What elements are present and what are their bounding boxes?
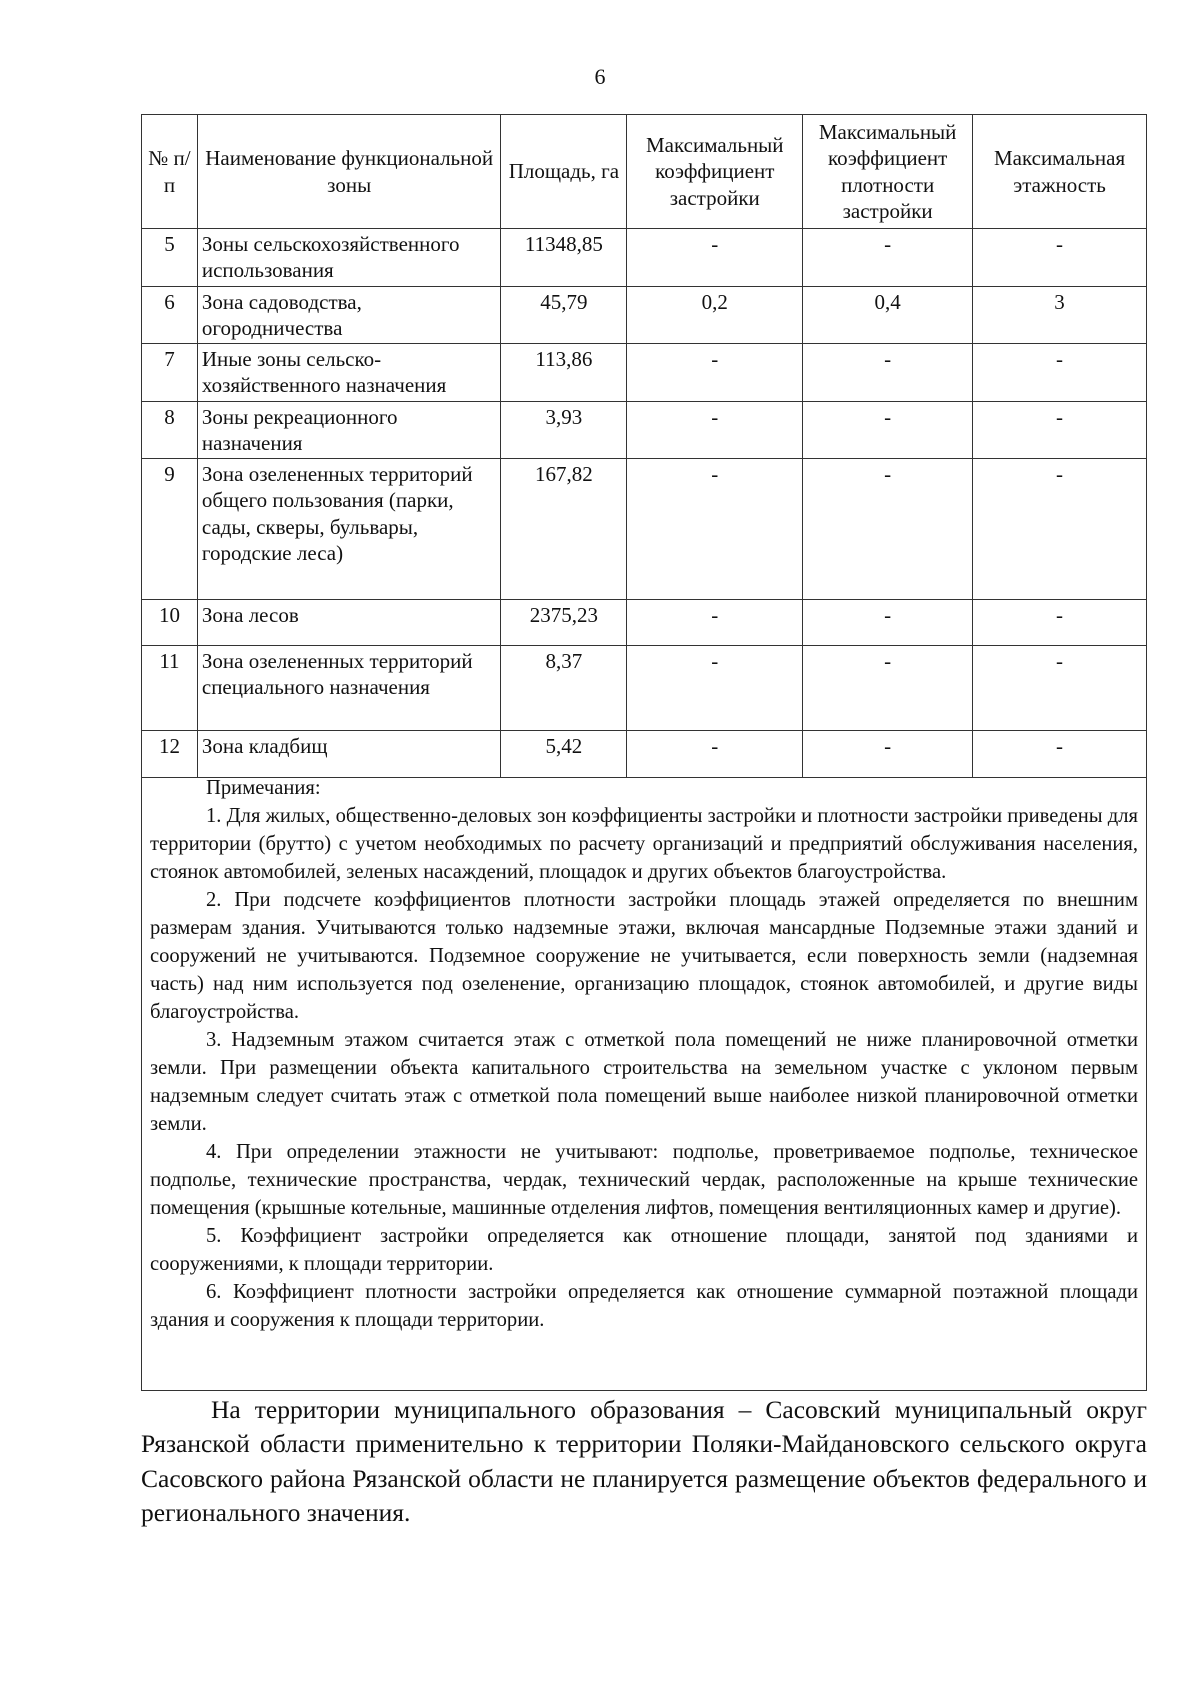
row-max-density: - — [803, 459, 973, 600]
row-zone-name: Зоны сельскохозяйственного использования — [197, 229, 501, 287]
note-3: 3. Надземным этажом считается этаж с отметкой пола помещений не ниже планировочной отметки земли. При размещении объекта капитального строительства на земельном участке с уклоном первым надземным следует считать этаж с отметкой пола помещений выше наиболее низкой планировочной отметки земли. — [150, 1029, 1138, 1135]
row-zone-name: Зона садоводства, огородничества — [197, 286, 501, 344]
row-area: 3,93 — [501, 401, 627, 459]
header-max-coverage: Максимальный коэффициент застройки — [627, 115, 803, 229]
table-row — [142, 286, 1147, 344]
row-num: 10 — [142, 600, 198, 646]
row-max-floors: - — [973, 229, 1147, 287]
table-row — [142, 401, 1147, 459]
header-area: Площадь, га — [501, 115, 627, 229]
row-max-floors: - — [973, 731, 1147, 778]
notes-block — [141, 772, 1147, 1391]
row-zone-name: Зоны рекреационного назначения — [197, 401, 501, 459]
row-num: 11 — [142, 646, 198, 731]
row-max-floors: - — [973, 459, 1147, 600]
row-max-coverage: - — [627, 459, 803, 600]
row-area: 5,42 — [501, 731, 627, 778]
header-max-floors: Максимальная этажность — [973, 115, 1147, 229]
row-max-coverage: - — [627, 344, 803, 402]
row-num: 6 — [142, 286, 198, 344]
row-max-coverage: - — [627, 229, 803, 287]
note-4: 4. При определении этажности не учитывают: подполье, проветриваемое подполье, техническое подполье, технические пространства, чердак, технический чердак, расположенные на крыше технические помещения (крышные котельные, машинные отделения лифтов, помещения вентиляционных камер и другие). — [150, 1141, 1138, 1219]
note-5: 5. Коэффициент застройки определяется как отношение площади, занятой под зданиями и сооружениями, к площади территории. — [150, 1225, 1138, 1275]
row-max-density: - — [803, 229, 973, 287]
row-max-floors: 3 — [973, 286, 1147, 344]
table-row — [142, 344, 1147, 402]
row-max-density: - — [803, 344, 973, 402]
zones-table — [141, 114, 1147, 778]
notes-title: Примечания: — [206, 777, 321, 799]
row-max-coverage: - — [627, 731, 803, 778]
row-max-density: - — [803, 401, 973, 459]
row-area: 8,37 — [501, 646, 627, 731]
final-paragraph: На территории муниципального образования – Сасовский муниципальный округ Рязанской области применительно к территории Поляки-Майдановского сельского округа Сасовского района Рязанской области не планируется размещение объектов федерального и регионального значения. — [141, 1395, 1147, 1528]
page-number: 6 — [594, 64, 606, 89]
row-max-floors: - — [973, 646, 1147, 731]
row-max-density: - — [803, 731, 973, 778]
row-max-floors: - — [973, 401, 1147, 459]
row-area: 113,86 — [501, 344, 627, 402]
row-zone-name: Зона лесов — [197, 600, 501, 646]
row-area: 11348,85 — [501, 229, 627, 287]
row-max-density: - — [803, 600, 973, 646]
row-area: 167,82 — [501, 459, 627, 600]
row-zone-name: Зона озелененных территорий общего пользования (парки, сады, скверы, бульвары, городские леса) — [197, 459, 501, 600]
header-zone-name: Наименование функциональной зоны — [197, 115, 501, 229]
row-area: 2375,23 — [501, 600, 627, 646]
table-row — [142, 229, 1147, 287]
table-row — [142, 600, 1147, 646]
row-num: 9 — [142, 459, 198, 600]
row-max-coverage: - — [627, 600, 803, 646]
table-row — [142, 646, 1147, 731]
table-row — [142, 731, 1147, 778]
row-zone-name: Иные зоны сельско-хозяйственного назначения — [197, 344, 501, 402]
note-1: 1. Для жилых, общественно-деловых зон коэффициенты застройки и плотности застройки приведены для территории (брутто) с учетом необходимых по расчету организаций и предприятий обслуживания населения, стоянок автомобилей, зеленых насаждений, площадок и других объектов благоустройства. — [150, 805, 1138, 883]
row-num: 12 — [142, 731, 198, 778]
row-zone-name: Зона кладбищ — [197, 731, 501, 778]
note-2: 2. При подсчете коэффициентов плотности застройки площадь этажей определяется по внешним размерам здания. Учитываются только надземные этажи, включая мансардные Подземные этажи зданий и сооружений не учитываются. Подземное сооружение не учитывается, если поверхность земли (надземная часть) над ним используется под озеленение, организацию площадок, стоянок автомобилей, и другие виды благоустройства. — [150, 889, 1138, 1023]
row-max-density: - — [803, 646, 973, 731]
table-header-row — [142, 115, 1147, 229]
table-row — [142, 459, 1147, 600]
note-6: 6. Коэффициент плотности застройки определяется как отношение суммарной поэтажной площади здания и сооружения к площади территории. — [150, 1281, 1138, 1331]
row-max-coverage: 0,2 — [627, 286, 803, 344]
row-max-density: 0,4 — [803, 286, 973, 344]
header-num: № п/п — [142, 115, 198, 229]
row-max-floors: - — [973, 600, 1147, 646]
header-max-density: Максимальный коэффициент плотности застройки — [803, 115, 973, 229]
row-max-floors: - — [973, 344, 1147, 402]
row-num: 5 — [142, 229, 198, 287]
row-num: 7 — [142, 344, 198, 402]
row-max-coverage: - — [627, 646, 803, 731]
row-max-coverage: - — [627, 401, 803, 459]
row-zone-name: Зона озелененных территорий специального назначения — [197, 646, 501, 731]
row-area: 45,79 — [501, 286, 627, 344]
row-num: 8 — [142, 401, 198, 459]
